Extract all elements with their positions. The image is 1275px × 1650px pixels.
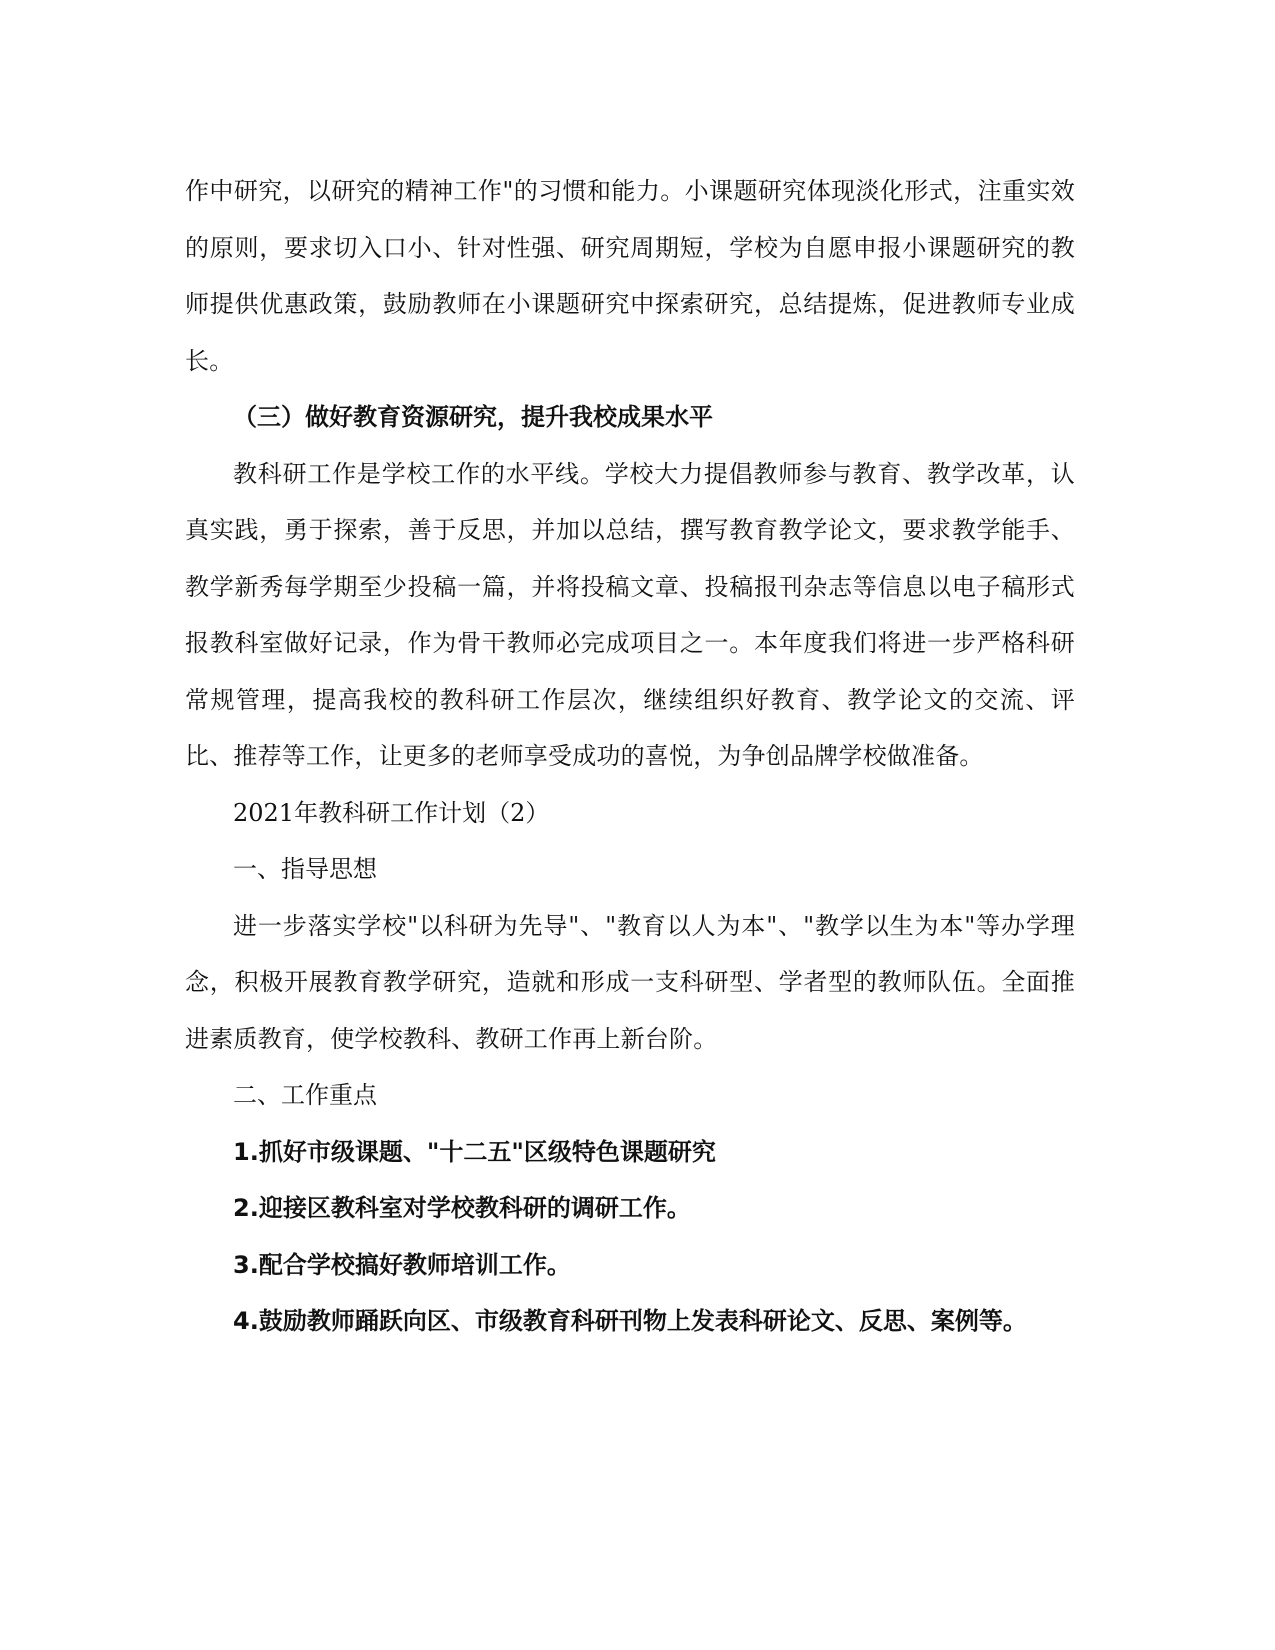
paragraph-research-work: 教科研工作是学校工作的水平线。学校大力提倡教师参与教育、教学改革，认真实践，勇于探索，善于反思，并加以总结，撰写教育教学论文，要求教学能手、教学新秀每学期至少投稿一篇，并将投稿文章、投稿报刊杂志等信息以电子稿形式报教科室做好记录，作为骨干教师必完成项目之一。本年度我们将进一步严格科研常规管理，提高我校的教科研工作层次，继续组织好教育、教学论文的交流、评比、推荐等工作，让更多的老师享受成功的喜悦，为争创品牌学校做准备。: [185, 459, 1075, 770]
section-title-work-focus: 二、工作重点: [233, 1081, 377, 1109]
section-title-guiding-thought: 一、指导思想: [233, 855, 377, 883]
work-item-2: 2.迎接区教科室对学校教科研的调研工作。: [233, 1194, 691, 1222]
work-item-4: 4.鼓励教师踊跃向区、市级教育科研刊物上发表科研论文、反思、案例等。: [233, 1307, 1027, 1335]
paragraph-guiding-thought: 进一步落实学校"以科研为先导"、"教育以人为本"、"教学以生为本"等办学理念，积极开展教育教学研究，造就和形成一支科研型、学者型的教师队伍。全面推进素质教育，使学校教科、教研工作再上新台阶。: [185, 911, 1075, 1053]
work-item-3: 3.配合学校搞好教师培训工作。: [233, 1250, 571, 1279]
work-item-1: 1.抓好市级课题、"十二五"区级特色课题研究: [233, 1137, 716, 1166]
document-body: [185, 163, 1075, 1350]
paragraph-small-topic-research: 作中研究，以研究的精神工作"的习惯和能力。小课题研究体现淡化形式，注重实效的原则，要求切入口小、针对性强、研究周期短，学校为自愿申报小课题研究的教师提供优惠政策，鼓励教师在小课题研究中探索研究，总结提炼，促进教师专业成长。: [185, 177, 1075, 375]
section-heading-three: （三）做好教育资源研究，提升我校成果水平: [233, 403, 713, 431]
plan-title: 2021年教科研工作计划（2）: [233, 798, 550, 827]
